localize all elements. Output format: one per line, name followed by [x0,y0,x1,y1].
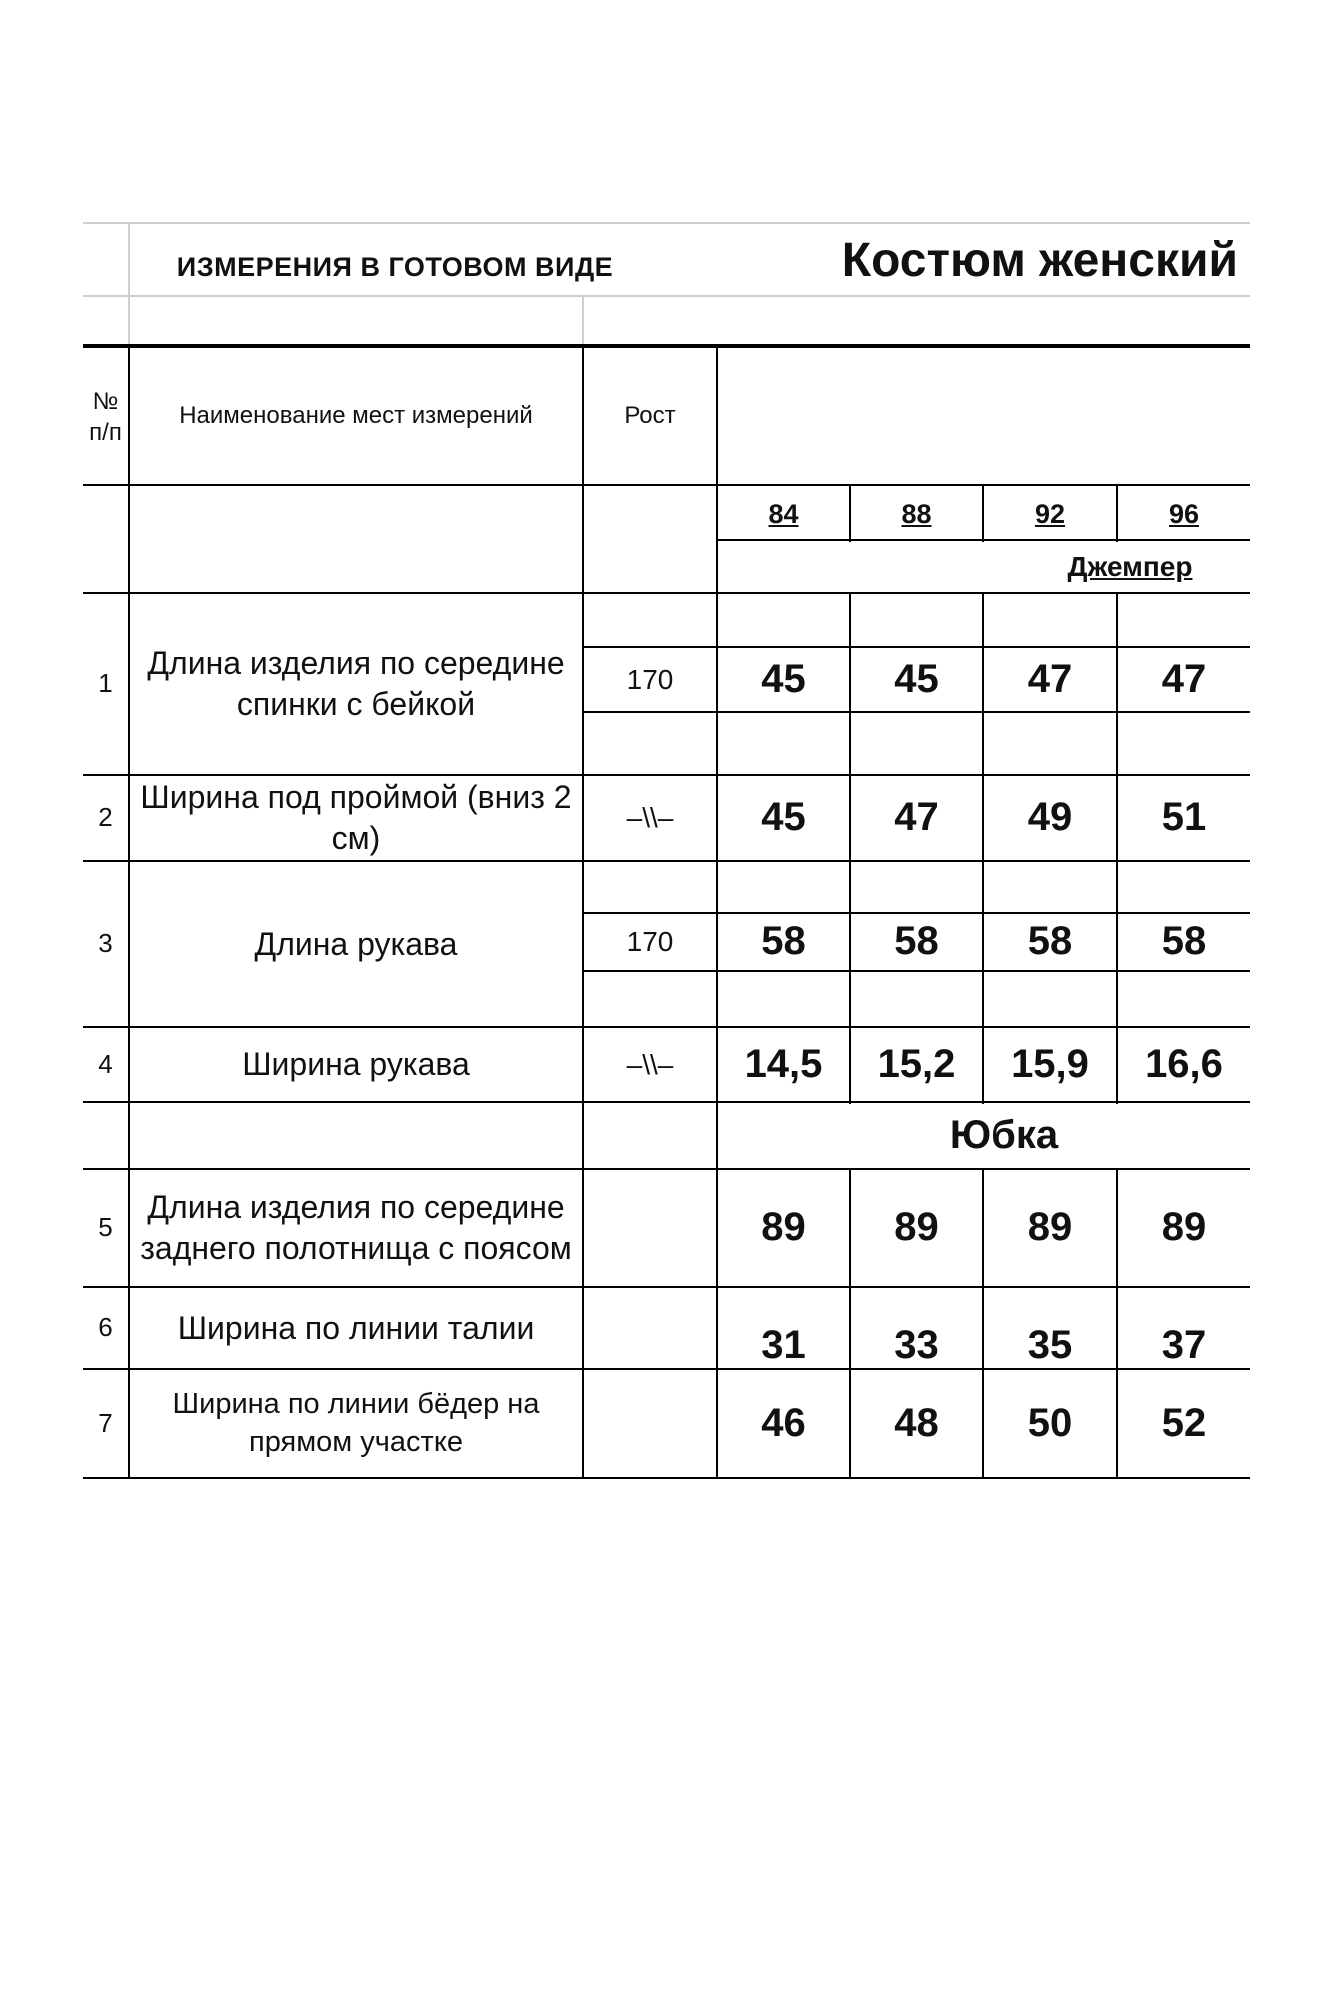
measurement-name: Ширина по линии талии [177,1309,535,1346]
measurement-value: 15,2 [877,1041,956,1086]
measurement-value: 50 [1027,1400,1073,1445]
measurement-value: 15,9 [1011,1041,1089,1086]
grid-line [582,711,1250,713]
measurement-value: 52 [1161,1400,1207,1445]
row-number: 2 [98,802,113,833]
grid-line [83,484,1250,486]
column-header-height: Рост [624,401,676,429]
grid-line [582,970,1250,972]
column-header-name: Наименование мест измерений [179,401,533,429]
measurement-name: Ширина рукава [242,1046,470,1083]
height-value: –\\– [626,802,674,834]
row-number: 7 [98,1407,113,1438]
grid-line [83,222,1250,224]
measurement-value: 31 [761,1323,806,1368]
measurement-value: 45 [894,656,939,701]
grid-line [83,1477,1250,1479]
row-number: 6 [98,1312,113,1343]
measurement-name: Длина изделия по середине заднего полотнища с поясом [140,1189,572,1266]
grid-line [582,295,584,347]
measurement-value: 45 [761,656,806,701]
measurement-value: 47 [894,795,939,840]
size-label: 96 [1168,498,1200,529]
measurement-value: 89 [1027,1205,1073,1250]
measurement-name: Ширина под проймой (вниз 2 см) [140,779,572,856]
height-value [584,1170,716,1286]
measurement-value: 46 [761,1400,806,1445]
measurement-value: 89 [894,1205,939,1250]
sheet-title: Костюм женский [841,234,1238,288]
size-label: 92 [1034,498,1066,529]
height-value: –\\– [626,1048,674,1080]
height-value [584,1370,716,1477]
measurement-value: 16,6 [1145,1041,1223,1086]
height-value: 170 [626,926,674,958]
measurement-name: Ширина по линии бёдер на прямом участке [172,1388,540,1458]
size-label: 88 [901,498,932,529]
measurement-value: 14,5 [744,1041,823,1086]
row-number: 1 [98,668,113,699]
measurement-value: 47 [1161,656,1207,701]
measurement-value: 37 [1161,1323,1207,1368]
measurement-value: 58 [1161,919,1207,964]
measurement-value: 58 [894,919,939,964]
measurement-value: 89 [761,1205,806,1250]
measurement-value: 47 [1027,656,1073,701]
row-number: 5 [98,1212,113,1243]
size-label: 84 [768,498,799,529]
measurement-value: 89 [1161,1205,1207,1250]
measurement-value: 51 [1161,795,1207,840]
section-title-jumper: Джемпер [1067,550,1193,582]
measurement-name: Длина рукава [254,925,458,962]
row-number: 3 [98,928,113,959]
measurement-value: 58 [1027,919,1073,964]
sheet-subtitle: ИЗМЕРЕНИЯ В ГОТОВОМ ВИДЕ [176,252,614,283]
measurement-name: Длина изделия по середине спинки с бейкой [147,645,565,722]
measurement-value: 48 [894,1400,939,1445]
measurement-value: 45 [761,795,806,840]
measurement-value: 49 [1027,795,1073,840]
section-title-skirt: Юбка [949,1112,1059,1157]
column-header-number: № п/п [89,388,122,446]
height-value: 170 [626,663,674,695]
height-value [584,1288,716,1368]
row-number: 4 [98,1048,113,1079]
measurement-value: 35 [1027,1323,1073,1368]
measurement-value: 33 [894,1323,939,1368]
measurement-value: 58 [761,919,806,964]
